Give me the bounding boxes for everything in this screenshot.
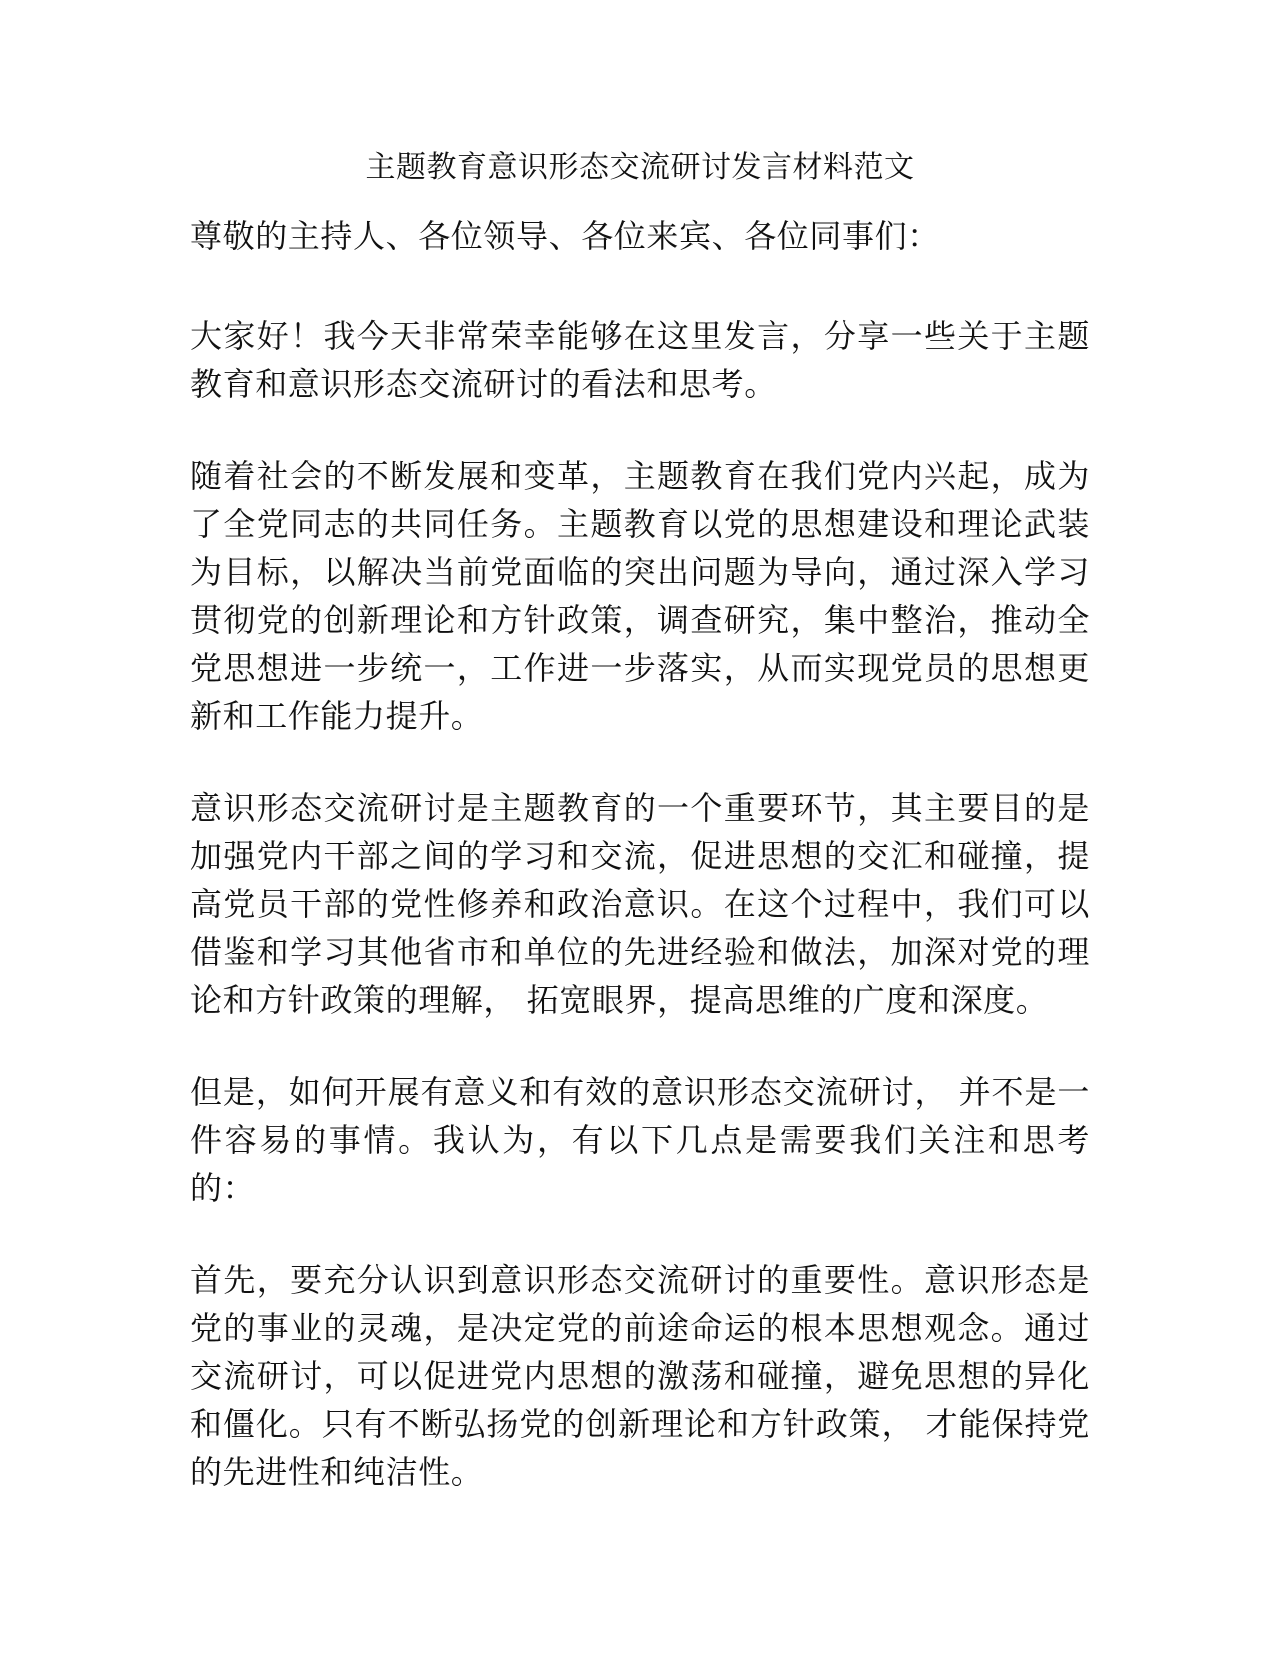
document-title: 主题教育意识形态交流研讨发言材料范文	[365, 150, 915, 185]
paragraph-purpose: 意识形态交流研讨是主题教育的一个重要环节，其主要目的是加强党内干部之间的学习和交流，促进思想的交汇和碰撞，提高党员干部的党性修养和政治意识。在这个过程中，我们可以借鉴和学习其他省市和单位的先进经验和做法，加深对党的理论和方针政策的理解， 拓宽眼界，提高思维的广度和深度。	[190, 789, 1090, 1019]
paragraph-first-point: 首先，要充分认识到意识形态交流研讨的重要性。意识形态是党的事业的灵魂，是决定党的前途命运的根本思想观念。通过交流研讨，可以促进党内思想的激荡和碰撞，避免思想的异化和僵化。只有不断弘扬党的创新理论和方针政策， 才能保持党的先进性和纯洁性。	[190, 1261, 1090, 1491]
paragraph-background: 随着社会的不断发展和变革，主题教育在我们党内兴起，成为了全党同志的共同任务。主题教育以党的思想建设和理论武装为目标，以解决当前党面临的突出问题为导向，通过深入学习贯彻党的创新理论和方针政策，调查研究，集中整治，推动全党思想进一步统一，工作进一步落实，从而实现党员的思想更新和工作能力提升。	[190, 457, 1090, 735]
salutation: 尊敬的主持人、各位领导、各位来宾、各位同事们：	[190, 217, 940, 255]
document-body	[190, 212, 1090, 1540]
paragraph-challenge: 但是，如何开展有意义和有效的意识形态交流研讨， 并不是一件容易的事情。我认为，有以下几点是需要我们关注和思考的：	[190, 1073, 1090, 1207]
paragraph-greeting: 大家好！我今天非常荣幸能够在这里发言，分享一些关于主题教育和意识形态交流研讨的看法和思考。	[190, 317, 1090, 403]
